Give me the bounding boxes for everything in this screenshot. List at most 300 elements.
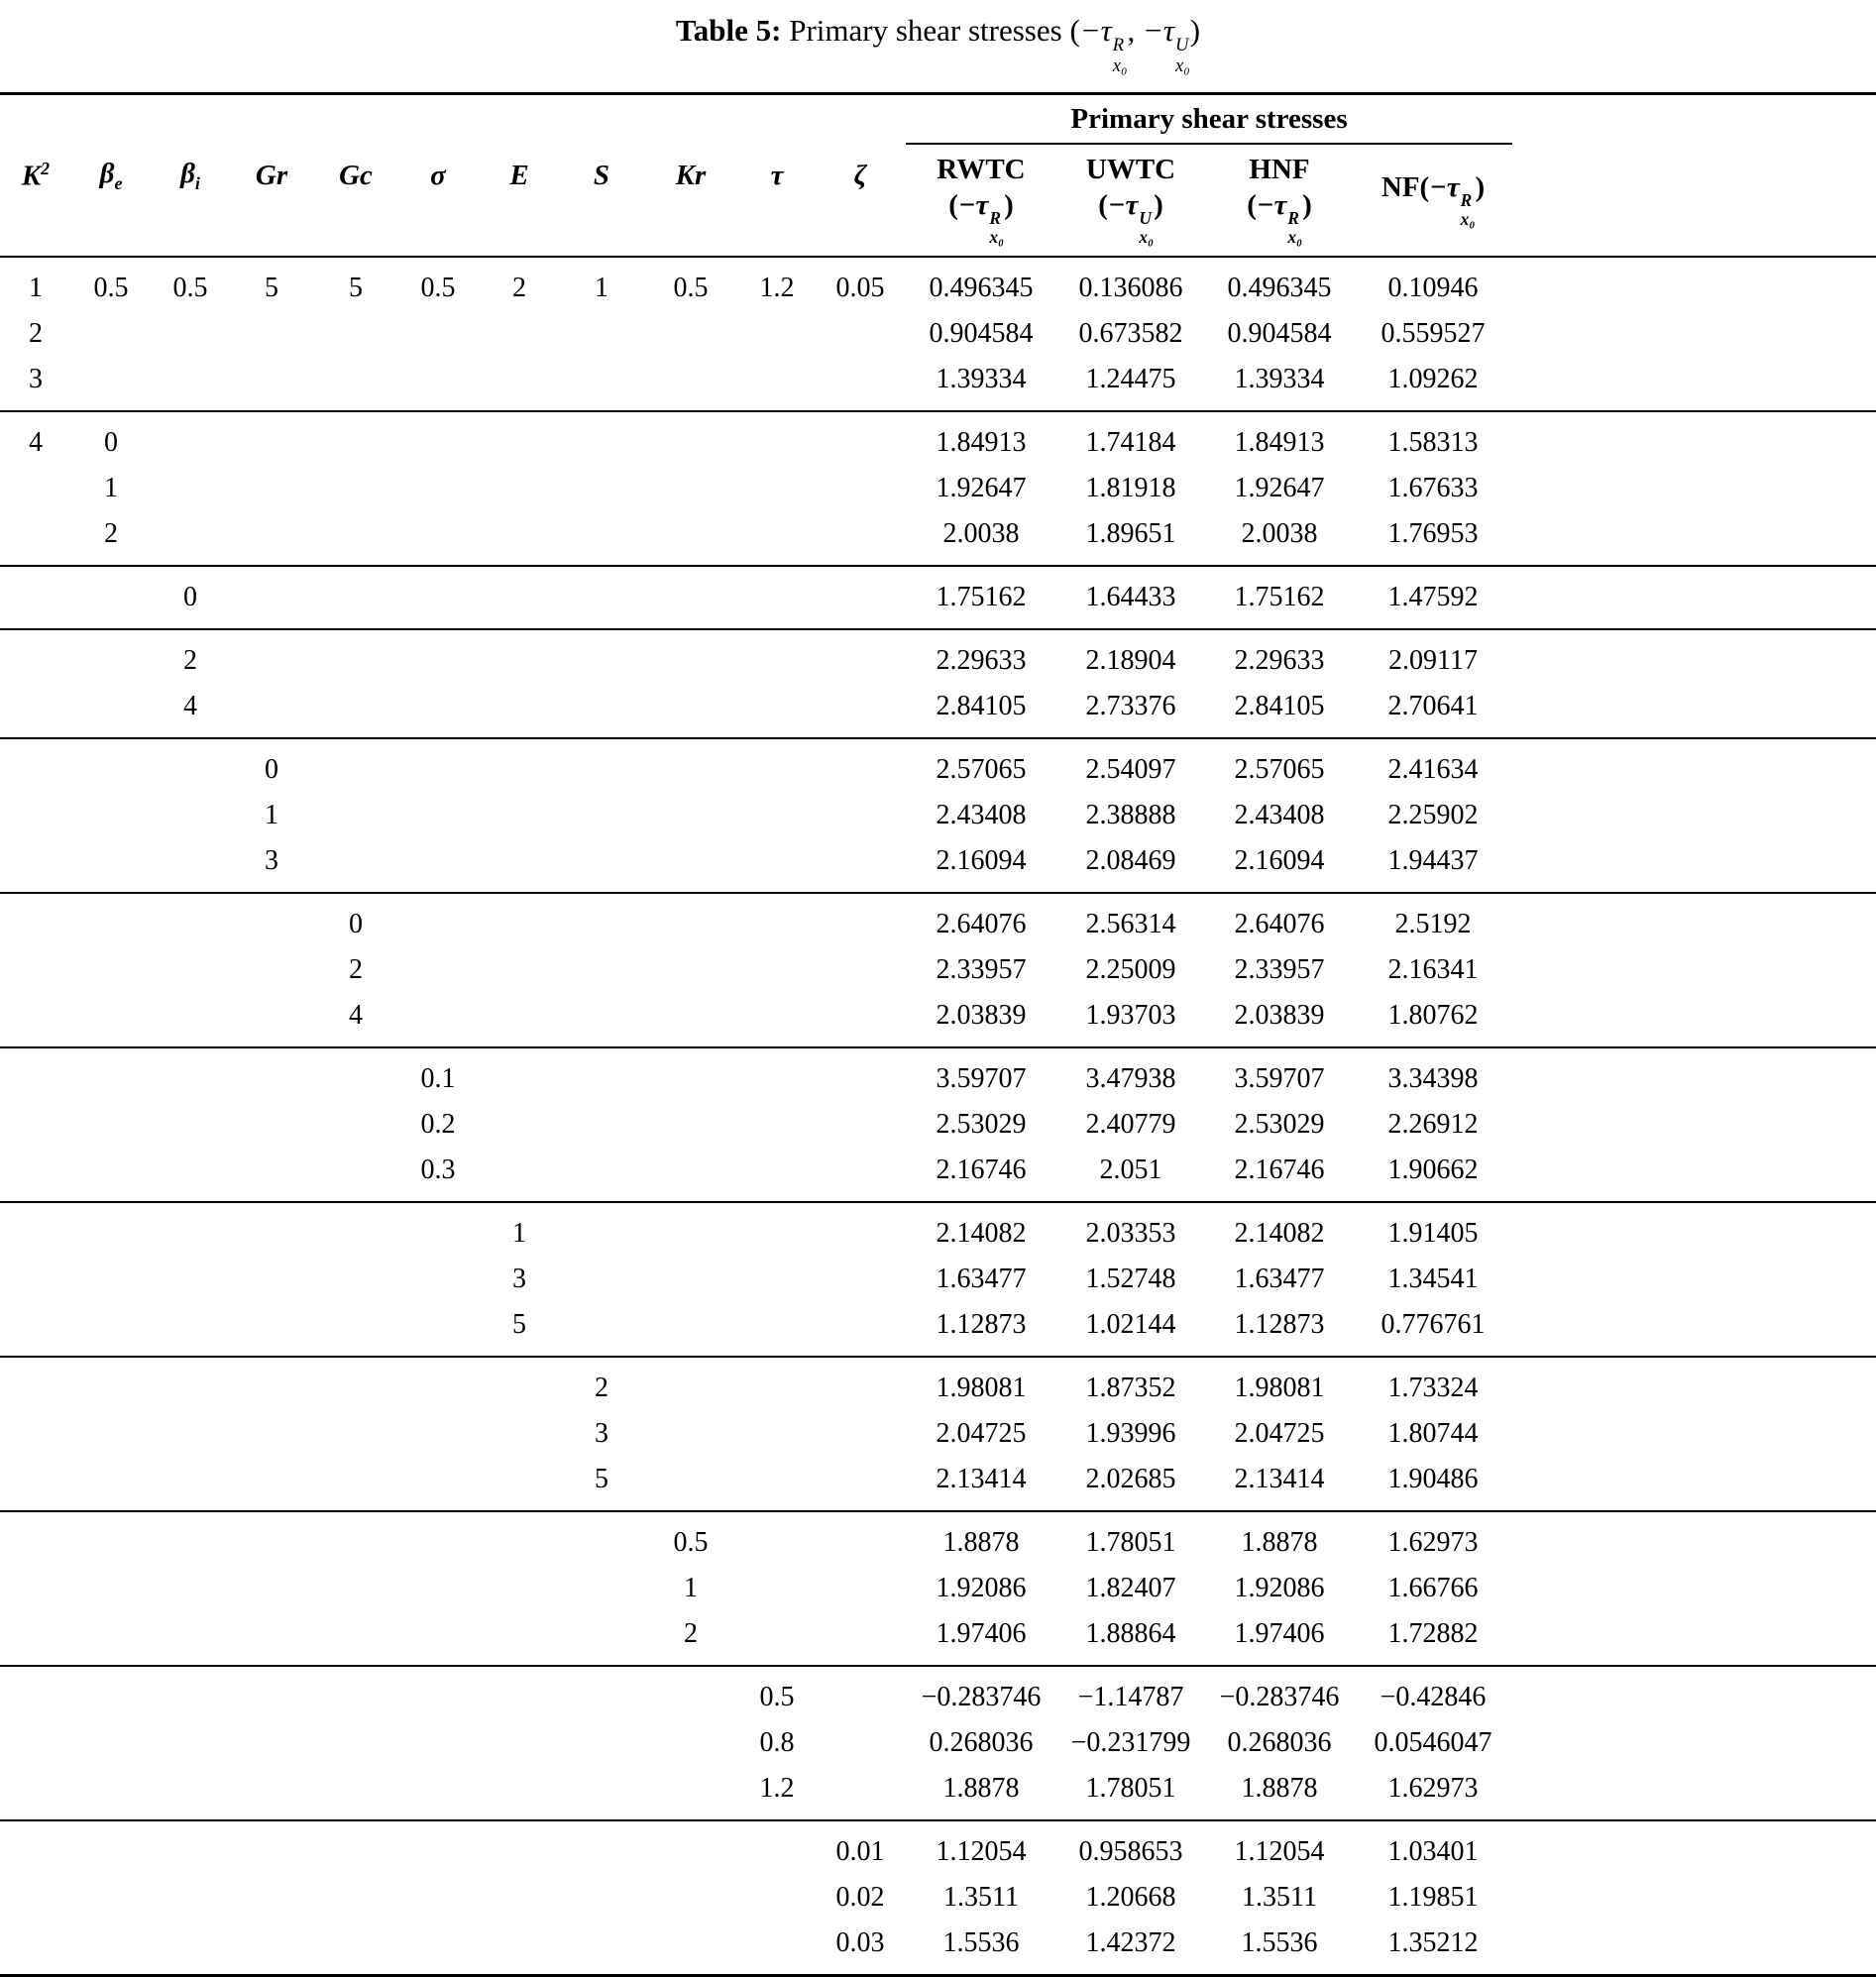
value-cell: 0.268036	[929, 1726, 1034, 1758]
stress-header-formula	[1205, 187, 1354, 247]
param-cell	[739, 1511, 815, 1566]
param-cell	[230, 947, 313, 993]
value-cell: 3.34398	[1387, 1062, 1479, 1094]
param-cell	[815, 466, 906, 511]
param-cell	[815, 1148, 906, 1202]
param-cell	[71, 1666, 151, 1720]
param-cell	[642, 947, 739, 993]
table-row	[0, 684, 1876, 738]
param-cell	[151, 357, 230, 411]
param-cell	[71, 1566, 151, 1611]
param-cell	[561, 629, 642, 684]
value-cell: 1.78051	[1085, 1772, 1176, 1804]
param-header-row	[0, 94, 1876, 145]
param-cell	[71, 1357, 151, 1411]
spacer-cell	[1512, 466, 1876, 511]
value-cell: 1.63477	[1234, 1263, 1325, 1294]
param-cell	[313, 1257, 398, 1302]
value-cell: 1.91405	[1387, 1217, 1479, 1249]
param-cell	[739, 357, 815, 411]
param-cell	[398, 1666, 478, 1720]
param-cell: 4	[349, 999, 363, 1031]
param-cell	[151, 1720, 230, 1766]
param-cell	[398, 1766, 478, 1820]
formula-math: −τ R x₀	[957, 189, 1005, 247]
param-cell	[478, 684, 561, 738]
table-caption	[0, 12, 1876, 76]
value-cell: 2.29633	[1234, 644, 1325, 676]
param-cell	[71, 1411, 151, 1457]
value-cell: 1.34541	[1387, 1263, 1479, 1294]
table-row	[0, 1102, 1876, 1148]
value-cell: 1.73324	[1387, 1372, 1479, 1403]
param-cell	[478, 629, 561, 684]
value-cell: 0.496345	[1227, 272, 1332, 303]
value-cell: −0.283746	[1219, 1681, 1340, 1712]
param-cell	[151, 993, 230, 1047]
param-cell	[478, 993, 561, 1047]
param-cell	[151, 1102, 230, 1148]
param-cell	[478, 1047, 561, 1102]
param-cell	[313, 1457, 398, 1511]
stress-header-name: UWTC	[1085, 154, 1176, 186]
value-cell: 2.33957	[936, 953, 1027, 985]
table-row	[0, 1302, 1876, 1357]
param-cell	[151, 311, 230, 357]
formula-suffix: )	[1154, 189, 1163, 222]
param-cell	[478, 1666, 561, 1720]
value-cell: 1.19851	[1387, 1881, 1479, 1913]
param-cell: 5	[512, 1308, 526, 1340]
value-cell: 1.12873	[936, 1308, 1027, 1340]
table-row	[0, 793, 1876, 838]
value-cell: 1.97406	[1234, 1617, 1325, 1649]
param-cell	[398, 1357, 478, 1411]
param-cell	[313, 793, 398, 838]
param-cell	[815, 311, 906, 357]
param-cell	[478, 1566, 561, 1611]
param-header-s: S	[593, 159, 610, 191]
spacer-cell	[1512, 411, 1876, 466]
param-cell	[398, 1566, 478, 1611]
value-cell: 1.58313	[1387, 426, 1479, 458]
param-cell: 2	[29, 317, 43, 349]
param-cell	[313, 1611, 398, 1666]
param-cell	[398, 1820, 478, 1875]
value-cell: 1.94437	[1387, 844, 1479, 876]
value-cell: 0.958653	[1078, 1835, 1183, 1867]
param-cell	[0, 1148, 71, 1202]
spacer-cell	[1512, 1411, 1876, 1457]
stress-col-header-uwtc	[1056, 144, 1205, 257]
param-cell	[815, 566, 906, 629]
param-cell	[230, 1566, 313, 1611]
value-cell: 1.39334	[1234, 363, 1325, 394]
param-cell	[739, 466, 815, 511]
param-header-beta-i: $\beta_i$	[180, 157, 200, 193]
param-cell	[739, 838, 815, 893]
param-cell	[0, 1766, 71, 1820]
param-cell	[398, 566, 478, 629]
value-cell: 2.54097	[1085, 753, 1176, 785]
caption-text: Primary shear stresses (	[781, 13, 1080, 48]
param-cell	[815, 411, 906, 466]
value-cell: 0.673582	[1078, 317, 1183, 349]
value-cell: 2.03839	[1234, 999, 1325, 1031]
value-cell: 2.03839	[936, 999, 1027, 1031]
formula-suffix: )	[1302, 189, 1312, 222]
param-cell	[739, 1102, 815, 1148]
param-cell	[0, 629, 71, 684]
value-cell: 0.0546047	[1374, 1726, 1492, 1758]
value-cell: 1.67633	[1387, 472, 1479, 503]
param-cell	[398, 1875, 478, 1921]
spacer-cell	[1512, 257, 1876, 311]
param-cell	[815, 1511, 906, 1566]
param-cell	[561, 1202, 642, 1257]
spacer-header	[1512, 94, 1876, 257]
param-cell	[739, 793, 815, 838]
spacer-cell	[1512, 684, 1876, 738]
spacer-cell	[1512, 1148, 1876, 1202]
value-cell: 1.12873	[1234, 1308, 1325, 1340]
param-cell	[398, 793, 478, 838]
row-block	[0, 1202, 1876, 1357]
param-cell	[313, 738, 398, 793]
table-row	[0, 1047, 1876, 1102]
value-cell: 0.136086	[1078, 272, 1183, 303]
formula-prefix: NF(	[1380, 171, 1430, 204]
param-cell	[313, 357, 398, 411]
param-cell	[398, 1202, 478, 1257]
param-cell	[561, 357, 642, 411]
table-row	[0, 466, 1876, 511]
param-cell	[478, 1766, 561, 1820]
param-cell	[313, 1202, 398, 1257]
param-cell	[313, 1357, 398, 1411]
value-cell: 2.33957	[1234, 953, 1325, 985]
spacer-cell	[1512, 838, 1876, 893]
row-block	[0, 566, 1876, 629]
param-cell	[561, 311, 642, 357]
table-row	[0, 1921, 1876, 1976]
param-cell	[0, 893, 71, 947]
param-cell: 4	[29, 426, 43, 458]
param-cell	[642, 838, 739, 893]
param-cell	[230, 357, 313, 411]
spacer-cell	[1512, 1302, 1876, 1357]
param-cell	[561, 466, 642, 511]
param-cell: 0.5	[673, 272, 709, 303]
param-cell: 3	[29, 363, 43, 394]
param-cell	[478, 357, 561, 411]
param-cell	[478, 1511, 561, 1566]
param-cell	[313, 1921, 398, 1976]
param-cell	[478, 311, 561, 357]
value-cell: 3.59707	[936, 1062, 1027, 1094]
param-cell	[398, 1302, 478, 1357]
param-cell	[71, 993, 151, 1047]
value-cell: 1.93703	[1085, 999, 1176, 1031]
value-cell: 0.904584	[929, 317, 1034, 349]
value-cell: 1.87352	[1085, 1372, 1176, 1403]
table-row	[0, 1820, 1876, 1875]
formula-math: −τ R x₀	[1256, 189, 1303, 247]
param-header-sigma: σ	[430, 159, 446, 191]
value-cell: 1.93996	[1085, 1417, 1176, 1449]
param-cell	[0, 838, 71, 893]
param-header-e: E	[509, 159, 529, 191]
param-cell	[815, 1666, 906, 1720]
param-cell	[815, 629, 906, 684]
param-cell	[478, 466, 561, 511]
param-cell	[478, 1457, 561, 1511]
value-cell: 2.64076	[936, 908, 1027, 939]
formula-prefix: (	[948, 189, 958, 222]
param-cell	[478, 511, 561, 566]
param-cell	[561, 893, 642, 947]
value-cell: 2.0038	[942, 517, 1020, 549]
param-cell: 1	[512, 1217, 526, 1249]
value-cell: 1.66766	[1387, 1572, 1479, 1603]
param-cell	[561, 1875, 642, 1921]
param-cell	[230, 684, 313, 738]
value-cell: 1.63477	[936, 1263, 1027, 1294]
stress-col-header-rwtc	[906, 144, 1056, 257]
value-cell: 2.73376	[1085, 690, 1176, 721]
value-cell: 1.81918	[1085, 472, 1176, 503]
param-cell	[478, 1611, 561, 1666]
param-header-beta-e: $\beta_e$	[99, 157, 123, 193]
value-cell: 2.43408	[936, 799, 1027, 830]
row-block	[0, 1820, 1876, 1976]
param-cell	[815, 1457, 906, 1511]
param-cell: 0.3	[420, 1153, 456, 1185]
param-cell	[313, 411, 398, 466]
param-cell: 0	[265, 753, 278, 785]
param-cell	[561, 1257, 642, 1302]
param-cell	[0, 1047, 71, 1102]
param-cell: 2	[349, 953, 363, 985]
table-row	[0, 1148, 1876, 1202]
table-row	[0, 257, 1876, 311]
value-cell: 0.559527	[1380, 317, 1486, 349]
param-cell	[739, 947, 815, 993]
param-cell	[230, 1302, 313, 1357]
caption-label: Table 5:	[675, 13, 782, 48]
param-cell	[151, 1921, 230, 1976]
param-cell	[71, 1202, 151, 1257]
param-cell	[313, 1766, 398, 1820]
value-cell: 1.92086	[936, 1572, 1027, 1603]
param-cell	[478, 1102, 561, 1148]
param-cell	[151, 738, 230, 793]
param-cell	[815, 1611, 906, 1666]
param-cell	[151, 1357, 230, 1411]
param-cell	[230, 1921, 313, 1976]
param-cell	[71, 1820, 151, 1875]
value-cell: 1.35212	[1387, 1926, 1479, 1958]
param-cell	[398, 1611, 478, 1666]
param-cell	[561, 1047, 642, 1102]
param-cell	[0, 1720, 71, 1766]
table-row	[0, 947, 1876, 993]
spacer-cell	[1512, 629, 1876, 684]
param-cell	[642, 411, 739, 466]
param-cell	[313, 629, 398, 684]
param-cell	[313, 1666, 398, 1720]
value-cell: −0.283746	[921, 1681, 1042, 1712]
param-cell	[71, 947, 151, 993]
value-cell: 1.88864	[1085, 1617, 1176, 1649]
param-cell	[398, 511, 478, 566]
param-cell	[642, 1457, 739, 1511]
param-cell	[561, 1720, 642, 1766]
param-cell	[815, 793, 906, 838]
table-row	[0, 311, 1876, 357]
param-cell	[642, 1921, 739, 1976]
param-cell	[313, 1820, 398, 1875]
param-cell	[815, 1766, 906, 1820]
param-cell	[71, 1457, 151, 1511]
table-row	[0, 1766, 1876, 1820]
param-cell	[313, 311, 398, 357]
param-cell: 2	[104, 517, 118, 549]
row-block	[0, 411, 1876, 566]
param-cell	[815, 684, 906, 738]
value-cell: 2.16094	[936, 844, 1027, 876]
value-cell: 0.10946	[1387, 272, 1479, 303]
param-cell	[230, 566, 313, 629]
param-cell	[642, 1302, 739, 1357]
formula-suffix: )	[1475, 171, 1486, 204]
value-cell: 2.14082	[1234, 1217, 1325, 1249]
stress-header-name: RWTC	[937, 154, 1026, 186]
value-cell: 1.89651	[1085, 517, 1176, 549]
param-header-k2: $K^2$	[21, 158, 51, 192]
param-header-gr: Gr	[255, 159, 288, 191]
value-cell: 2.16746	[1234, 1153, 1325, 1185]
param-cell	[561, 1302, 642, 1357]
param-cell	[815, 1102, 906, 1148]
stress-header-formula	[1056, 187, 1205, 247]
param-cell	[0, 1411, 71, 1457]
param-cell	[0, 1102, 71, 1148]
param-cell	[398, 1921, 478, 1976]
value-cell: 2.16341	[1387, 953, 1479, 985]
param-cell	[478, 838, 561, 893]
param-cell	[230, 629, 313, 684]
param-cell	[642, 893, 739, 947]
param-cell: 3	[512, 1263, 526, 1294]
param-cell: 1	[104, 472, 118, 503]
param-cell	[739, 1148, 815, 1202]
param-cell	[230, 1148, 313, 1202]
value-cell: 1.90662	[1387, 1153, 1479, 1185]
param-cell	[561, 947, 642, 993]
param-cell: 2	[183, 644, 197, 676]
param-cell	[815, 1047, 906, 1102]
value-cell: 1.92647	[1234, 472, 1325, 503]
value-cell: 1.62973	[1387, 1526, 1479, 1558]
row-block	[0, 1511, 1876, 1666]
param-cell	[71, 1720, 151, 1766]
param-cell	[815, 993, 906, 1047]
value-cell: 1.3511	[1242, 1881, 1317, 1913]
param-cell	[739, 1357, 815, 1411]
param-cell	[478, 411, 561, 466]
value-cell: 2.04725	[936, 1417, 1027, 1449]
value-cell: 2.70641	[1387, 690, 1479, 721]
table-row	[0, 1720, 1876, 1766]
table-row	[0, 893, 1876, 947]
param-cell	[230, 1820, 313, 1875]
value-cell: 2.84105	[1234, 690, 1325, 721]
param-cell	[151, 893, 230, 947]
value-cell: −1.14787	[1077, 1681, 1184, 1712]
param-cell	[478, 1148, 561, 1202]
param-cell	[642, 1257, 739, 1302]
param-cell	[478, 793, 561, 838]
param-cell	[0, 1302, 71, 1357]
param-cell	[642, 1875, 739, 1921]
value-cell: 1.75162	[1234, 581, 1325, 612]
value-cell: 1.80744	[1387, 1417, 1479, 1449]
value-cell: 2.0038	[1241, 517, 1318, 549]
value-cell: 1.64433	[1085, 581, 1176, 612]
param-cell	[230, 311, 313, 357]
param-cell	[398, 684, 478, 738]
param-cell	[151, 1457, 230, 1511]
param-cell	[0, 466, 71, 511]
param-cell	[478, 1357, 561, 1411]
param-cell	[739, 1411, 815, 1457]
param-cell	[739, 311, 815, 357]
value-cell: 2.38888	[1085, 799, 1176, 830]
value-cell: 2.57065	[936, 753, 1027, 785]
value-cell: 1.80762	[1387, 999, 1479, 1031]
spacer-cell	[1512, 1511, 1876, 1566]
value-cell: 2.26912	[1387, 1108, 1479, 1140]
param-cell: 5	[595, 1463, 608, 1494]
param-cell	[151, 1511, 230, 1566]
param-cell	[815, 1257, 906, 1302]
spacer-cell	[1512, 511, 1876, 566]
spacer-cell	[1512, 1766, 1876, 1820]
param-cell	[151, 1148, 230, 1202]
value-cell: 2.18904	[1085, 644, 1176, 676]
value-cell: 3.59707	[1234, 1062, 1325, 1094]
param-cell	[398, 947, 478, 993]
param-cell	[642, 1666, 739, 1720]
param-cell: 0.5	[172, 272, 208, 303]
caption-separator: ,	[1127, 13, 1143, 48]
param-cell	[561, 1566, 642, 1611]
spacer-cell	[1512, 1566, 1876, 1611]
table-row	[0, 993, 1876, 1047]
param-cell	[230, 1102, 313, 1148]
param-cell	[71, 1766, 151, 1820]
param-cell	[71, 357, 151, 411]
table-row	[0, 511, 1876, 566]
param-cell: 0.03	[835, 1926, 885, 1958]
spacer-cell	[1512, 993, 1876, 1047]
param-cell: 0.05	[835, 272, 885, 303]
value-cell: 1.09262	[1387, 363, 1479, 394]
param-cell	[815, 893, 906, 947]
param-cell	[561, 1148, 642, 1202]
param-cell	[561, 738, 642, 793]
